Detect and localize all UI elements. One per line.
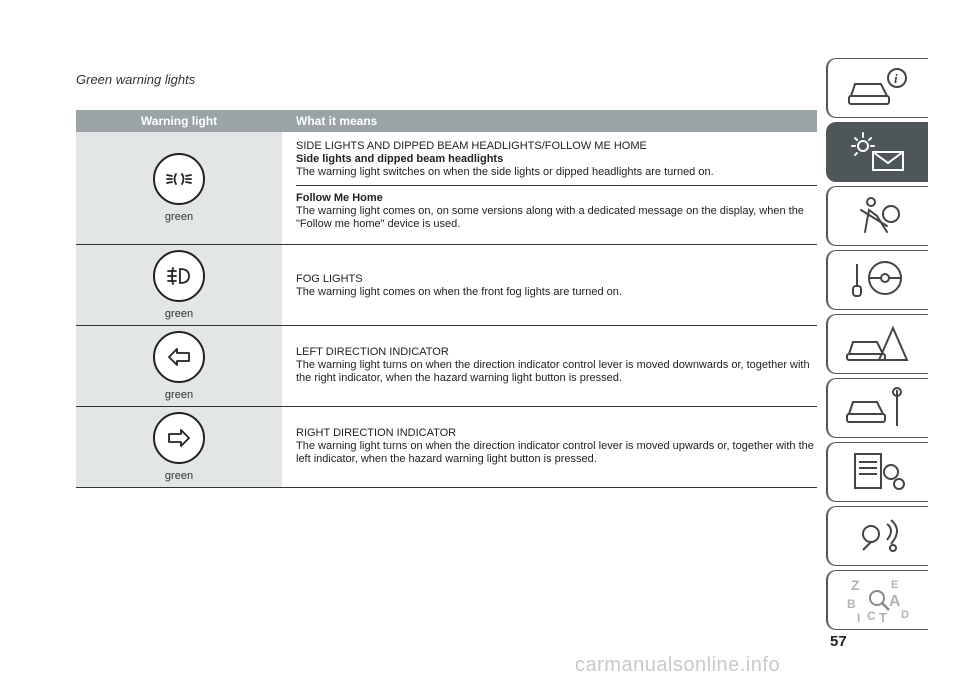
sub-text: The warning light switches on when the side lights or dipped headlights are turned on.: [296, 166, 714, 178]
car-emergency-icon: [843, 320, 913, 368]
watermark: carmanualsonline.info: [575, 654, 781, 676]
right-arrow-icon: [153, 412, 205, 464]
tab-multimedia[interactable]: [826, 506, 928, 566]
multimedia-icon: [843, 512, 913, 560]
warning-light-cell: [76, 326, 282, 406]
light-color-label: green: [164, 211, 194, 223]
index-letter: C: [867, 609, 876, 623]
steering-wheel-key-icon: [843, 256, 913, 304]
table-row: [76, 407, 817, 488]
side-lights-icon: [153, 153, 205, 205]
table-header: [76, 110, 817, 132]
tab-maintenance[interactable]: [826, 378, 928, 438]
tab-safety[interactable]: [826, 186, 928, 246]
tab-technical-data[interactable]: [826, 442, 928, 502]
row-text: The warning light turns on when the direction indicator control lever is moved upwards or, together with the left indicator, when the hazard warning light button is pressed.: [296, 440, 814, 465]
index-letter: Z: [851, 577, 860, 593]
left-arrow-icon: [153, 331, 205, 383]
warning-lights-table: [76, 110, 817, 488]
tab-starting-driving[interactable]: [826, 250, 928, 310]
light-color-label: green: [164, 389, 194, 401]
row-title: SIDE LIGHTS AND DIPPED BEAM HEADLIGHTS/FOLLOW ME HOME: [296, 140, 647, 152]
car-info-icon: [843, 64, 913, 112]
fog-light-icon: [153, 250, 205, 302]
table-row: [76, 245, 817, 326]
index-letter: T: [879, 610, 887, 624]
row-title: LEFT DIRECTION INDICATOR: [296, 346, 449, 358]
tab-emergency[interactable]: [826, 314, 928, 374]
section-title: Green warning lights: [76, 72, 196, 87]
warning-light-cell: [76, 245, 282, 325]
technical-data-gears-icon: [843, 448, 913, 496]
index-letter: D: [901, 609, 909, 621]
tab-car-info[interactable]: [826, 58, 928, 118]
tab-alphabetical-index[interactable]: [826, 570, 928, 630]
sub-heading: Side lights and dipped beam headlights: [296, 153, 504, 165]
meaning-cell: [282, 245, 817, 325]
alphabetical-index-icon: [843, 576, 913, 624]
light-color-label: green: [164, 308, 194, 320]
header-what-it-means: What it means: [296, 114, 378, 128]
meaning-cell: [282, 326, 817, 406]
warning-light-cell: [76, 407, 282, 487]
index-letter: B: [847, 597, 856, 611]
row-text: The warning light turns on when the direction indicator control lever is moved downwards or, together with the right indicator, when the hazard warning light button is pressed.: [296, 359, 810, 384]
page-number: 57: [830, 633, 847, 650]
svg-text:i: i: [894, 71, 898, 86]
warning-lights-message-icon: [843, 128, 913, 176]
chapter-tabs: [826, 58, 928, 634]
row-title: FOG LIGHTS: [296, 273, 363, 285]
meaning-cell: [282, 407, 817, 487]
follow-me-home-block: [296, 185, 817, 231]
row-title: RIGHT DIRECTION INDICATOR: [296, 427, 457, 439]
meaning-cell: [282, 132, 817, 244]
safety-airbag-icon: [843, 192, 913, 240]
index-letter: A: [889, 593, 901, 610]
sub-text: The warning light comes on, on some versions along with a dedicated message on the display, when the "Follow me home" device is used.: [296, 205, 804, 230]
table-row: [76, 326, 817, 407]
index-letter: I: [857, 611, 861, 624]
index-letter: E: [891, 579, 899, 591]
header-warning-light: Warning light: [140, 114, 218, 128]
light-color-label: green: [164, 470, 194, 482]
car-maintenance-icon: [843, 384, 913, 432]
table-row: [76, 132, 817, 245]
sub-heading: Follow Me Home: [296, 192, 383, 204]
row-text: The warning light comes on when the front fog lights are turned on.: [296, 286, 622, 298]
warning-light-cell: [76, 132, 282, 244]
tab-warning-lights[interactable]: [826, 122, 928, 182]
